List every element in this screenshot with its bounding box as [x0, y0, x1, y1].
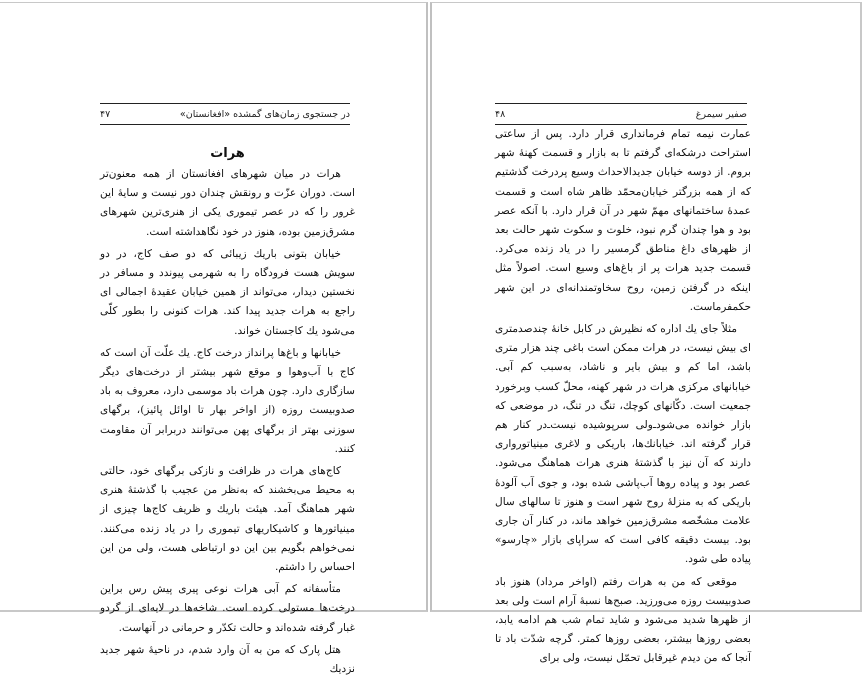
paragraph: مثلاً جای یك اداره که نظیرش در کابل خانهٔ چندصدمتری ای بیش نیست، در هرات ممکن است باغی چند هزار متری باشد، اما کم و بیش بایر و ناشاد، به‌سبب کم آبی. خیابانهای مرکزی هرات در شهر کهنه، محلّ کسب وبرخورد جمعیت است. دکّانهای کوچك، تنگ در تنگ، در موضعی که بازار خوانده می‌شود‌ـ‌ولی سرپوشیده نیست‌ـ‌در کنار هم قرار گرفته اند. خیابانك‌ها، باریکی و لاغری مینیاتورواری دارند که آن نیز با گذشتهٔ هنری هرات هماهنگ می‌شود. عصر بود و پیاده روها آب‌پاشی شده بود، و جوی آب آلودهٔ باریکی که به منزلهٔ روح شهر است و هنوز تا سالهای سال علامت مشخّصه مشرق‌زمین خواهد ماند، در کنار آن جاری بود. بیست دقیقه کافی است که سراپای بازار «چارسو» پیاده طی شود. [495, 323, 751, 566]
paragraph: موقعی که من به هرات رفتم (اواخر مرداد) هنوز باد صدوبیست روزه می‌ورزید. صبح‌ها نسبهٔ آرام است ولی بعد از ظهرها شدید می‌شود و شاید تمام شب هم ادامه یابد، بعضی روزها بیشتر، بعضی روزها کمتر. گرچه شدّت باد تا آنجا که من دیدم غیرقابل تحمّل نیست، ولی برای [495, 575, 751, 665]
paragraph: خیابان بتونی باریك زیبائی که دو صف کاج، در دو سویش هست فرودگاه را به شهرمی پیوندد و مسافر در نخستین دیدار، می‌تواند از همین خیابان عقیدهٔ اجمالی ای راجع به هرات جدید پیدا کند. هرات کنونی را بطور کلّی می‌شود یك کاجستان خواند. [100, 247, 355, 337]
running-header [100, 103, 350, 125]
paragraph: خیابانها و باغ‌ها پرانداز درخت کاج. یك علّت آن است که کاج با آب‌وهوا و موقع شهر بیشتر از درخت‌های دیگر سازگاری دارد. چون هرات باد موسمی دارد، معروف به باد صدوبیست روزه (از اواخر بهار تا اوائل پائیز)، برگهای سوزنی بهتر از برگهای پهن می‌توانند دربرابر آن مقاومت کنند. [100, 346, 355, 455]
paragraph: عمارت نیمه تمام فرمانداری قرار دارد. پس از ساعتی استراحت درشکه‌ای گرفتم تا به بازار و قسمت کهنهٔ شهر بروم. از دوسه خیابان جدیدالاحداث وسیع پردرخت گذشتیم که از همه بزرگتر خیابان‌محمّد ظاهر شاه است و قسمت عمدهٔ ساختمانهای مهمّ شهر در آن قرار دارد. با آنکه عصر بود و هوا چندان گرم نبود، خلوت و سکوت شهر حالت بعد از ظهرهای داغ مناطق گرمسیر را در یاد زنده می‌کرد. قسمت جدید هرات پر از باغ‌های وسیع است. اصولاً مثل اینکه در گرفتن زمین، روح سخاوتمندانه‌ای در این شهر حکمفرماست. [495, 128, 751, 313]
section-title: هرات [210, 146, 245, 161]
page-number: ۴۷ [100, 108, 111, 120]
paragraph: کاج‌های هرات در ظرافت و نازکی برگهای خود، حالتی به محیط می‌بخشند که به‌نظر من عجیب با گذشتهٔ هنری شهر هماهنگ آمد. هیئت باریك و ظریف کاج‌ها چیزی از مینیاتورها و کاشیکاریهای تیموری را در یاد زنده می‌کنند. نمی‌خواهم بگویم بین این دو ارتباطی هست، ولی من این احساس را داشتم. [100, 465, 355, 574]
page-number: ۴۸ [495, 108, 506, 120]
header-title: صفیر سیمرغ [695, 108, 747, 120]
running-header [495, 103, 747, 125]
paragraph: هرات در میان شهرهای افغانستان از همه معنون‌تر است. دوران عزّت و رونقش چندان دور نیست و سایهٔ این غرور را که در عصر تیموری یکی از هنری‌ترین شهرهای مشرق‌زمین بوده، هنوز در خود نگاهداشته است. [100, 168, 355, 238]
paragraph: هتل پارک که من به آن وارد شدم، در ناحیهٔ شهر جدید نزدیك [100, 643, 355, 676]
left-page [0, 2, 428, 676]
header-title: در جستجوی زمان‌های گمشده «افغانستان» [179, 108, 350, 120]
paragraph: متأسفانه کم آبی هرات نوعی پیری پیش رس براین درخت‌ها مستولی کرده است. شاخه‌ها در لایه‌ای از گردو غبار گرفته شده‌اند و حالت تکدّر و حرمانی در آنهاست. [100, 583, 355, 634]
right-page [430, 2, 862, 665]
page-body [495, 125, 751, 669]
page-body [100, 143, 355, 679]
